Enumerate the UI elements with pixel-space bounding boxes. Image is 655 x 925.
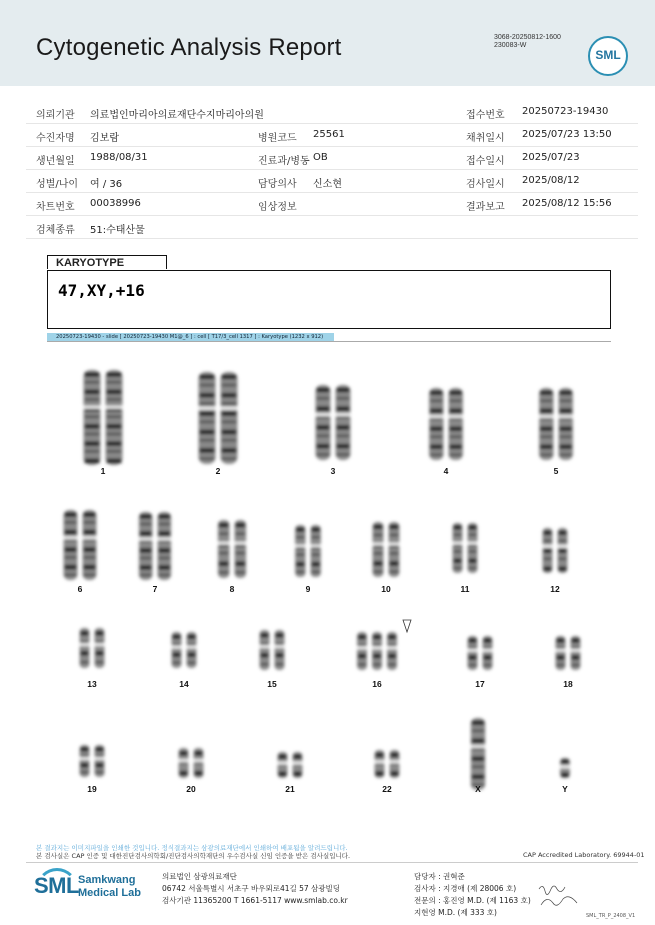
lab-address [162,871,348,907]
chromosome-7-copy [157,512,173,580]
chromosome-17-copy [482,636,494,670]
hospital-code-value: 25561 [313,129,345,140]
logo-name-line1: Samkwang [78,874,136,886]
chromosome-11-copy [467,523,479,573]
chromosome-20-copy [178,748,190,778]
chromosome-18-copy [555,636,567,670]
chromosome-5-copy [538,388,554,460]
document-id-line1: 3068-20250812-1600 [494,34,561,41]
chromosome-X-copy [470,718,486,790]
staff-specialist-1: 전문의 : 홍진영 M.D. (제 1163 호) [414,896,531,905]
chromosome-2-copy [220,372,239,464]
chromosome-label-21: 21 [285,784,295,794]
sml-logo-text: SML [595,48,621,62]
doctor-value: 신소현 [313,179,342,190]
chromosome-21-copy [277,752,289,778]
hospital-code-label: 병원코드 [258,133,297,144]
chromosome-10-copy [388,522,401,577]
sex-age-value: 여 / 36 [90,179,123,190]
chromosome-15-copy [274,630,286,670]
staff-list [414,871,531,919]
chromosome-label-12: 12 [550,584,560,594]
chromosome-4-copy [448,388,464,460]
chromosome-label-7: 7 [152,584,158,594]
chromosome-15-copy [259,630,271,670]
chart-value: 00038996 [90,198,141,209]
chromosome-label-5: 5 [553,466,559,476]
signatures [537,881,587,911]
chromosome-label-8: 8 [229,584,235,594]
dob-value: 1988/08/31 [90,152,148,163]
collection-value: 2025/07/23 13:50 [522,129,612,140]
accreditation-notice: 본 검사실은 CAP 인증 및 대한진단검사의학회/진단검사의학재단의 우수검사실 신임 인증을 받은 검사실입니다. [36,852,351,860]
slide-info-text: 20250723-19430 - slide [ 20250723-19430 M1@_6 ] : cell [ T17/3_cell 1317 ] : Karyotype (1232 x 912) [56,334,324,340]
clinical-label: 임상정보 [258,202,297,213]
result-label: 결과보고 [466,202,505,213]
doctor-label: 담당의사 [258,179,297,190]
chromosome-13-copy [79,628,91,668]
test-date-value: 2025/08/12 [522,175,580,186]
chromosome-label-Y: Y [562,784,568,794]
chromosome-label-1: 1 [100,466,106,476]
chromosome-14-copy [186,632,198,668]
chromosome-20-copy [193,748,205,778]
chromosome-16-copy [356,632,368,670]
result-value: 2025/08/12 15:56 [522,198,612,209]
received-value: 2025/07/23 [522,152,580,163]
chromosome-3-copy [335,385,352,460]
chromosome-label-14: 14 [179,679,189,689]
chromosome-label-19: 19 [87,784,97,794]
report-title: Cytogenetic Analysis Report [36,34,342,61]
chromosome-label-X: X [475,784,481,794]
chromosome-label-4: 4 [443,466,449,476]
chromosome-16-copy [371,632,383,670]
chromosome-label-9: 9 [305,584,311,594]
chromosome-6-copy [63,510,79,580]
collection-label: 채취일시 [466,133,505,144]
chromosome-label-18: 18 [563,679,573,689]
chromosome-13-copy [94,628,106,668]
chromosome-Y-copy [559,758,571,778]
footer-divider [26,862,638,863]
lab-contact: 검사기관 11365200 T 1661-5117 www.smlab.co.kr [162,896,348,905]
dept-value: OB [313,152,328,163]
lab-street: 06742 서울특별시 서초구 바우뫼로41길 57 삼광빌딩 [162,884,341,893]
request-org-label: 의뢰기관 [36,110,75,121]
chromosome-9-copy [310,525,322,577]
chromosome-6-copy [82,510,98,580]
trisomy-arrow-icon [403,620,411,632]
chromosome-5-copy [558,388,574,460]
chromosome-12-copy [542,528,554,573]
accession-label: 접수번호 [466,110,505,121]
chromosome-7-copy [138,512,154,580]
chromosome-14-copy [171,632,183,668]
chromosome-8-copy [234,520,248,578]
chromosome-19-copy [79,745,91,777]
cap-accreditation: CAP Accredited Laboratory. 69944-01 [523,851,645,859]
subject-value: 김보람 [90,133,119,144]
lab-name: 의료법인 삼광의료재단 [162,872,237,881]
chromosome-1-copy [105,370,124,465]
staff-manager: 담당자 : 권혁준 [414,872,465,881]
received-label: 접수일시 [466,156,505,167]
staff-specialist-2: 지현영 M.D. (제 333 호) [414,908,497,917]
document-id-line2: 230083-W [494,42,527,49]
chromosome-16-copy [386,632,398,670]
form-code: SML_TR_P_2408_V1 [586,913,636,919]
karyotype-result: 47,XY,+16 [58,281,145,300]
accession-value: 20250723-19430 [522,106,609,117]
chromosome-label-15: 15 [267,679,277,689]
chromosome-label-10: 10 [381,584,391,594]
karyotype-label: KARYOTYPE [47,255,167,269]
chromosome-22-copy [374,750,386,778]
chromosome-22-copy [389,750,401,778]
specimen-label: 검체종류 [36,225,75,236]
chromosome-17-copy [467,636,479,670]
chromosome-4-copy [428,388,444,460]
chromosome-8-copy [217,520,231,578]
chromosome-label-20: 20 [186,784,196,794]
samkwang-logo [34,868,154,908]
chromosome-2-copy [198,372,217,464]
subject-label: 수진자명 [36,133,75,144]
chromosome-label-22: 22 [382,784,392,794]
chromosome-12-copy [557,528,569,573]
sex-age-label: 성별/나이 [36,179,79,190]
test-date-label: 검사일시 [466,179,505,190]
dob-label: 생년월일 [36,156,75,167]
chromosome-18-copy [570,636,582,670]
staff-tester: 검사자 : 지경애 (제 28006 호) [414,884,517,893]
chromosome-19-copy [94,745,106,777]
chromosome-label-16: 16 [372,679,382,689]
chromosome-label-3: 3 [330,466,336,476]
chromosome-10-copy [372,522,385,577]
print-notice: 본 결과지는 이미지파일을 인쇄한 것입니다. 정식결과지는 삼광의료재단에서 인쇄하여 배포됨을 알려드립니다. [36,844,348,852]
logo-sml-text: SML [34,873,79,898]
chromosome-label-17: 17 [475,679,485,689]
chromosome-label-2: 2 [215,466,221,476]
chart-label: 차트번호 [36,202,75,213]
chromosome-21-copy [292,752,304,778]
chromosome-9-copy [294,525,306,577]
chromosome-label-6: 6 [77,584,83,594]
dept-label: 진료과/병동 [258,156,310,167]
chromosome-3-copy [315,385,332,460]
request-org-value: 의료법인마리아의료재단수지마리아의원 [90,110,264,121]
chromosome-label-13: 13 [87,679,97,689]
specimen-value: 51:수태산물 [90,225,145,236]
logo-name-line2: Medical Lab [78,887,141,899]
chromosome-label-11: 11 [460,584,470,594]
chromosome-1-copy [83,370,102,465]
chromosome-11-copy [452,523,464,573]
